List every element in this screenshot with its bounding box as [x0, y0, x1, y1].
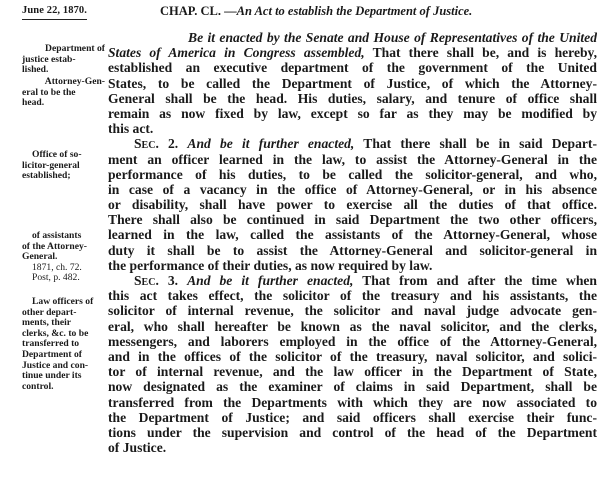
- body-line: States, to be called the Department of Justice, of which the Attorney-: [108, 75, 597, 91]
- margin-line: tinue under its: [22, 370, 82, 382]
- margin-line: Justice and con-: [22, 359, 89, 371]
- body-line: [108, 45, 597, 60]
- body-line: of Justice.: [108, 440, 167, 456]
- body-line: General shall be the head. His duties, salary, and tenure of office shall: [108, 90, 597, 106]
- margin-note-attorney-general: [22, 77, 108, 109]
- margin-line: head.: [22, 97, 45, 109]
- body-line: now designated as the examiner of claims in said Department, shall be: [108, 379, 597, 395]
- margin-line: General.: [22, 251, 58, 263]
- body-line: tor of internal revenue, and the law officer in the Department of State,: [108, 364, 597, 380]
- margin-note-law-officers: [22, 297, 108, 392]
- section-clause: And be it further enacted,: [187, 273, 354, 288]
- date-heading: June 22, 1870.: [22, 5, 87, 20]
- body-line: tions under the supervision and control of the head of the Department: [108, 424, 597, 440]
- chapter-dash: —: [224, 4, 237, 18]
- margin-line: ments, their: [22, 317, 72, 329]
- margin-line: Department of: [22, 348, 82, 360]
- body-line: in case of a vacancy in the office of Attorney-General, or in his absence: [108, 181, 597, 197]
- margin-line: other depart-: [22, 306, 77, 318]
- margin-line: established;: [22, 170, 71, 182]
- body-line: eral, who shall hereafter be known as the naval solicitor, and the clerks,: [108, 318, 597, 334]
- margin-line: lished.: [22, 64, 49, 76]
- body-line: ment an officer learned in the law, to assist the Attorney-General in the: [108, 151, 597, 167]
- body-line: messengers, and laborers employed in the office of the Attorney-General,: [108, 333, 597, 349]
- body-line: or disability, shall have power to exercise all the duties of that office.: [108, 197, 597, 213]
- section-2-heading: [108, 136, 597, 151]
- margin-note-department: [22, 44, 108, 76]
- margin-line: control.: [22, 380, 54, 392]
- margin-line: licitor-general: [22, 159, 80, 171]
- section-3-heading: [108, 273, 597, 288]
- margin-line: Attorney-Gen-: [44, 76, 105, 87]
- margin-line: 1871, ch. 72.: [32, 261, 82, 273]
- body-text: That there shall be, and is hereby,: [372, 45, 597, 61]
- margin-line: eral to be the: [22, 86, 76, 98]
- chapter-number: CHAP. CL.: [160, 4, 222, 18]
- body-line: performance of his duties, to be called the solicitor-general, and who,: [108, 166, 597, 182]
- body-line: the Department of Justice; and said officers shall exercise their func-: [108, 409, 597, 425]
- body-line: duty it shall be to assist the Attorney-General and solicitor-general in: [108, 242, 597, 258]
- body-text: That there shall be in said Depart-: [363, 136, 597, 152]
- margin-line: transferred to: [22, 338, 80, 350]
- body-line: this act.: [108, 121, 154, 137]
- chapter-heading: [160, 4, 472, 19]
- margin-line: Department of: [45, 43, 105, 54]
- enacting-clause: Be it enacted by the Senate and House of Representatives of the United: [188, 30, 597, 45]
- margin-note-assistants: [22, 231, 108, 284]
- body-line: this act takes effect, the solicitor of the treasury and his assistants, the: [108, 288, 597, 304]
- body-line: established an executive department of the government of the United: [108, 60, 597, 76]
- body-line: the performance of their duties, as now required by law.: [108, 257, 433, 273]
- margin-note-solicitor-general: [22, 150, 108, 182]
- margin-citation: Post, p. 482.: [32, 272, 80, 284]
- margin-line: Law officers of: [32, 296, 94, 307]
- margin-line: Office of so-: [32, 149, 82, 160]
- body-line: There shall also be continued in said Department the two other officers,: [108, 212, 597, 228]
- body-line: and in the offices of the solicitor of the treasury, naval solicitor, and solici-: [108, 348, 597, 364]
- body-line: solicitor of internal revenue, the solicitor and naval judge advocate gen-: [108, 303, 597, 319]
- margin-line: justice estab-: [22, 53, 76, 65]
- body-text: That from and after the time when: [362, 273, 597, 288]
- body-line: transferred from the Departments with which they are now associated to: [108, 394, 597, 410]
- section-clause: And be it further enacted,: [187, 136, 355, 152]
- body-line: remain as now fixed by law, except so far as they may be modified by: [108, 105, 597, 121]
- margin-line: of assistants: [32, 230, 82, 241]
- body-line: learned in the law, called the assistants of the Attorney-General, whose: [108, 227, 597, 243]
- margin-line: of the Attorney-: [22, 240, 88, 252]
- act-title: An Act to establish the Department of Justice.: [236, 4, 473, 18]
- section-label: Sec. 3.: [134, 273, 179, 288]
- act-body: [108, 30, 597, 455]
- margin-line: clerks, &c. to be: [22, 327, 89, 339]
- enacting-clause-cont: States of America in Congress assembled,: [108, 45, 365, 61]
- section-label: Sec. 2.: [134, 136, 179, 152]
